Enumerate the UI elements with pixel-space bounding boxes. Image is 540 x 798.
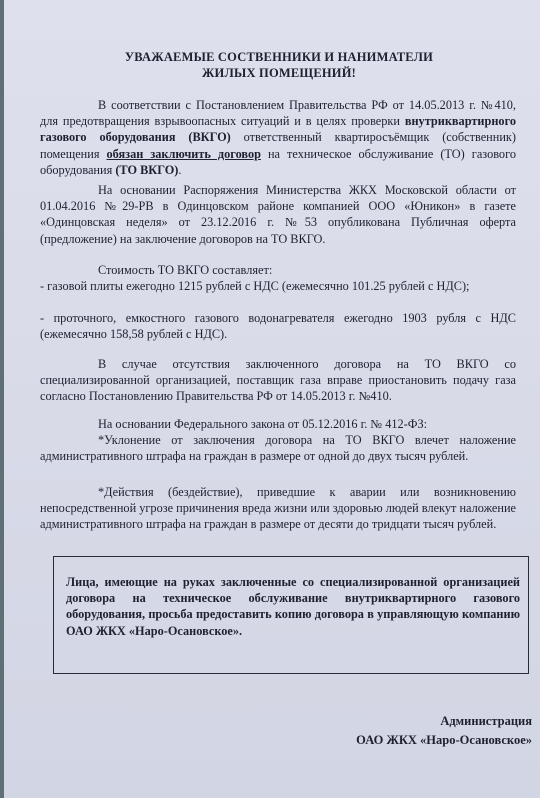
vkgo-term: внутриквартирного газового оборудования (ВКГО) bbox=[40, 114, 516, 145]
paragraph-public-offer: На основании Распоряжения Министерства ЖКХ Московской области от 01.04.2016 №29-РВ в Одинцовском районе компанией ООО «Юникон» в газете «Одинцовская неделя» от 23.12.2016 г. №53 опубликована Публичная оферта (предложение) на заключение договоров на ТО ВКГО. bbox=[40, 183, 516, 246]
document-title-line-1: УВАЖАЕМЫЕ СОСТВЕННИКИ И НАНИМАТЕЛИ bbox=[124, 50, 434, 64]
cost-item-water-heater: - проточного, емкостного газового водонагревателя ежегодно 1903 рубля с НДС (ежемесячно 158,58 рублей с НДС). bbox=[40, 311, 516, 342]
to-vkgo-term: (ТО ВКГО) bbox=[115, 162, 179, 177]
contract-holders-notice-box bbox=[53, 556, 529, 674]
cost-item-gas-stove: - газовой плиты ежегодно 1215 рублей с НДС (ежемесячно 101.25 рублей с НДС); bbox=[40, 279, 470, 293]
paragraph-regulation-text-c: ответственный квартиросъёмщик (собственник) помещения bbox=[40, 130, 516, 161]
obligation-phrase: обязан заключить договор bbox=[106, 146, 261, 161]
signature-company: ОАО ЖКХ «Наро-Осановское» bbox=[356, 733, 532, 747]
law-heading: На основании Федерального закона от 05.12.2016 г. № 412-ФЗ: bbox=[98, 417, 428, 431]
law-point-evasion: *Уклонение от заключения договора на ТО ВКГО влечет наложение административного штрафа на граждан в размере от одной до двух тысяч рублей. bbox=[40, 433, 516, 464]
signature-administration: Администрация bbox=[440, 714, 532, 728]
paragraph-regulation bbox=[40, 97, 516, 178]
paragraph-regulation-text-e: на техническое обслуживание (ТО) газового оборудования bbox=[40, 146, 516, 177]
law-point-accident: *Действия (бездействие), приведшие к аварии или возникновению непосредственной угрозе причинения вреда жизни или здоровью людей влекут наложение административного штрафа на граждан в размере от десяти до тридцати тысяч рублей. bbox=[40, 485, 516, 532]
contract-holders-notice-text: Лица, имеющие на руках заключенные со специализированной организацией договора на техническое обслуживание внутриквартирного газового оборудования, просьба предоставить копию договора в управляющую компанию ОАО ЖКХ «Наро-Осановское». bbox=[66, 575, 520, 638]
document-title-line-2: ЖИЛЫХ ПОМЕЩЕНИЙ! bbox=[202, 66, 356, 80]
paragraph-regulation-text-g: . bbox=[178, 162, 182, 177]
paragraph-regulation-text-a: В соответствии с Постановлением Правительства РФ от 14.05.2013 г. №410, для предотвращения взрывоопасных ситуаций и в целях проверки bbox=[40, 98, 516, 129]
notice-sheet bbox=[4, 0, 540, 798]
paragraph-gas-suspension: В случае отсутствия заключенного договора на ТО ВКГО со специализированной организацией, поставщик газа вправе приостановить подачу газа согласно Постановлению Правительства РФ от 14.05.2013 г. №410. bbox=[40, 357, 516, 404]
cost-heading: Стоимость ТО ВКГО составляет: bbox=[98, 263, 273, 277]
